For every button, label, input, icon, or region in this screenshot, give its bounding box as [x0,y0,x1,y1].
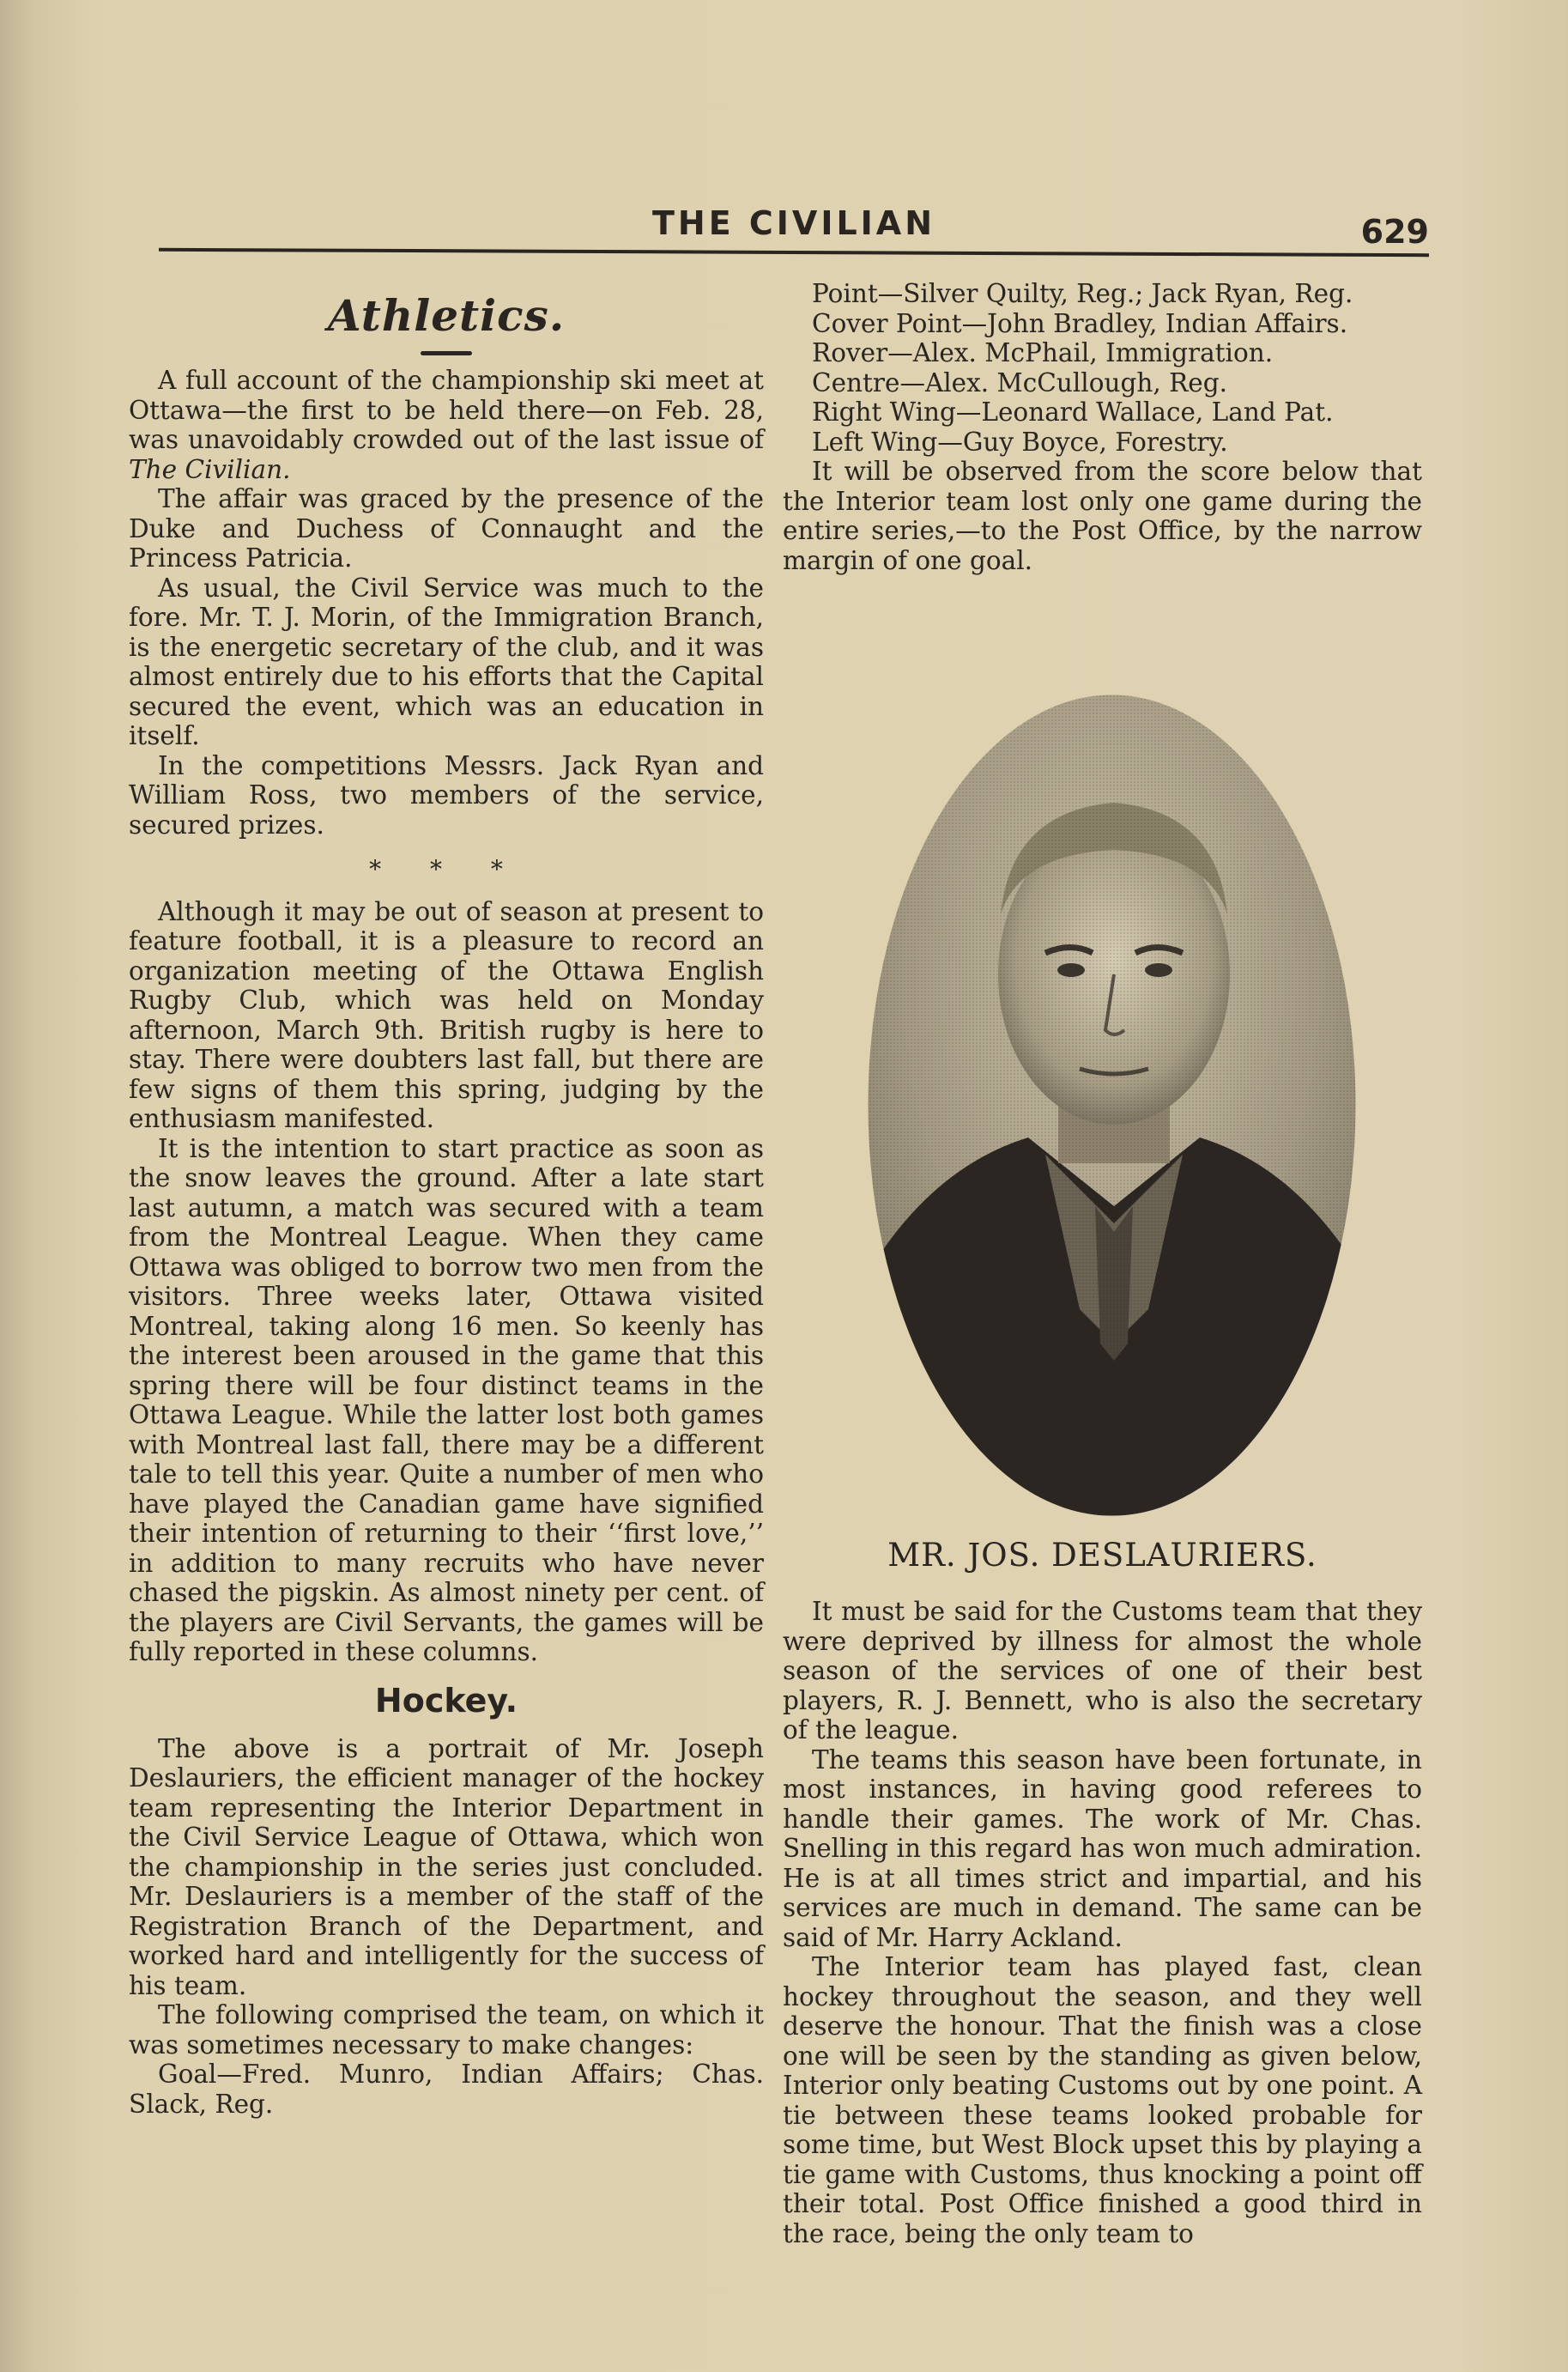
lineup-line: Right Wing—Leonard Wallace, Land Pat. [812,397,1334,427]
paragraph-interior-team: The Interior team has played fast, clean hockey throughout the season, and they well deserve the honour. That the finish was a close one will be seen by the standing as given below, Interior only beating Customs out by one point. A tie between these teams looked probable for some time, but West Block upset this by playing a tie game with Customs, thus knocking a point off their total. Post Office finished a good third in the race, being the only team to [783,1952,1422,2248]
publication-name: The Civilian. [129,454,291,484]
hockey-subheading: Hockey. [374,1681,518,1720]
paragraph-score: It will be observed from the score below that the Interior team lost only one game during the entire series,—to the Post Office, by the narrow margin of one goal. [783,457,1422,575]
paragraph-referees: The teams this season have been fortunate, in most instances, in having good referees to handle their games. The work of Mr. Chas. Snelling in this regard has won much admiration. He is at all times strict and impartial, and his services are much in demand. The same can be said of Mr. Harry Ackland. [783,1744,1422,1952]
lineup-line: Cover Point—John Bradley, Indian Affairs. [812,308,1348,338]
journal-title: THE CIVILIAN [651,204,936,242]
paragraph-goal: Goal—Fred. Munro, Indian Affairs; Chas. Slack, Reg. [129,2060,764,2119]
lineup-line: Left Wing—Guy Boyce, Forestry. [812,427,1228,457]
paragraph-customs: It must be said for the Customs team that they were deprived by illness for almost the whole season of the services of one of their best players, R. J. Bennett, who is also the secretary of the league. [783,1597,1422,1744]
running-header [159,196,1429,251]
title-dash [421,351,472,355]
paragraph-rugby-club: Although it may be out of season at present to feature football, it is a pleasure to record an organization meeting of the Ottawa English Rugby Club, which was held on Monday afternoon, March 9th. British rugby is here to stay. There were doubters last fall, but there are few signs of them this spring, judging by the enthusiasm manifested. [129,896,764,1133]
right-column-bottom [783,1597,1422,2248]
paragraph-royal-presence: The affair was graced by the presence of the Duke and Duchess of Connaught and the Princess Patricia. [129,484,764,573]
right-column-top [783,279,1422,575]
lineup-line: Centre—Alex. McCullough, Reg. [812,367,1228,397]
paragraph-prizes: In the competitions Messrs. Jack Ryan and William Ross, two members of the service, secured prizes. [129,750,764,840]
paragraph-rugby-practice: It is the intention to start practice as soon as the snow leaves the ground. After a late start last autumn, a match was secured with a team from the Montreal League. When they came Ottawa was obliged to borrow two men from the visitors. Three weeks later, Ottawa visited Montreal, taking along 16 men. So keenly has the interest been aroused in the game that this spring there will be four distinct teams in the Ottawa League. While the latter lost both games with Montreal last fall, there may be a different tale to tell this year. Quite a number of men who have played the Canadian game have signified their intention of returning to their ‘‘first love,’’ in addition to many recruits who have never chased the pigskin. As almost ninety per cent. of the players are Civil Servants, the games will be fully reported in these columns. [129,1133,764,1666]
portrait-photo [865,691,1359,1520]
page-number: 629 [1360,213,1429,251]
paragraph-ski-meet-text: A full account of the championship ski meet at Ottawa—the first to be held there—on Feb. 28, was unavoidably crowded out of the last issue of [129,366,764,454]
header-rule [159,248,1429,257]
lineup-line: Point—Silver Quilty, Reg.; Jack Ryan, Reg. [812,279,1353,308]
portrait-caption: MR. JOS. DESLAURIERS. [887,1537,1317,1574]
lineup-line: Rover—Alex. McPhail, Immigration. [812,338,1274,367]
paragraph-ski-meet [129,366,764,484]
paragraph-deslauriers: The above is a portrait of Mr. Joseph Deslauriers, the efficient manager of the hockey team representing the Interior Department in the Civil Service League of Ottawa, which won the championship in the series just concluded. Mr. Deslauriers is a member of the staff of the Registration Branch of the Department, and worked hard and intelligently for the success of his team. [129,1733,764,2000]
left-column [129,279,764,2119]
section-title: Athletics. [327,290,566,341]
paragraph-team-intro: The following comprised the team, on which it was sometimes necessary to make changes: [129,2000,764,2060]
paragraph-morin: As usual, the Civil Service was much to the fore. Mr. T. J. Morin, of the Immigration Branch, is the energetic secretary of the club, and it was almost entirely due to his efforts that the Capital secured the event, which was an education in itself. [129,573,764,750]
section-separator: * * * [369,855,524,883]
